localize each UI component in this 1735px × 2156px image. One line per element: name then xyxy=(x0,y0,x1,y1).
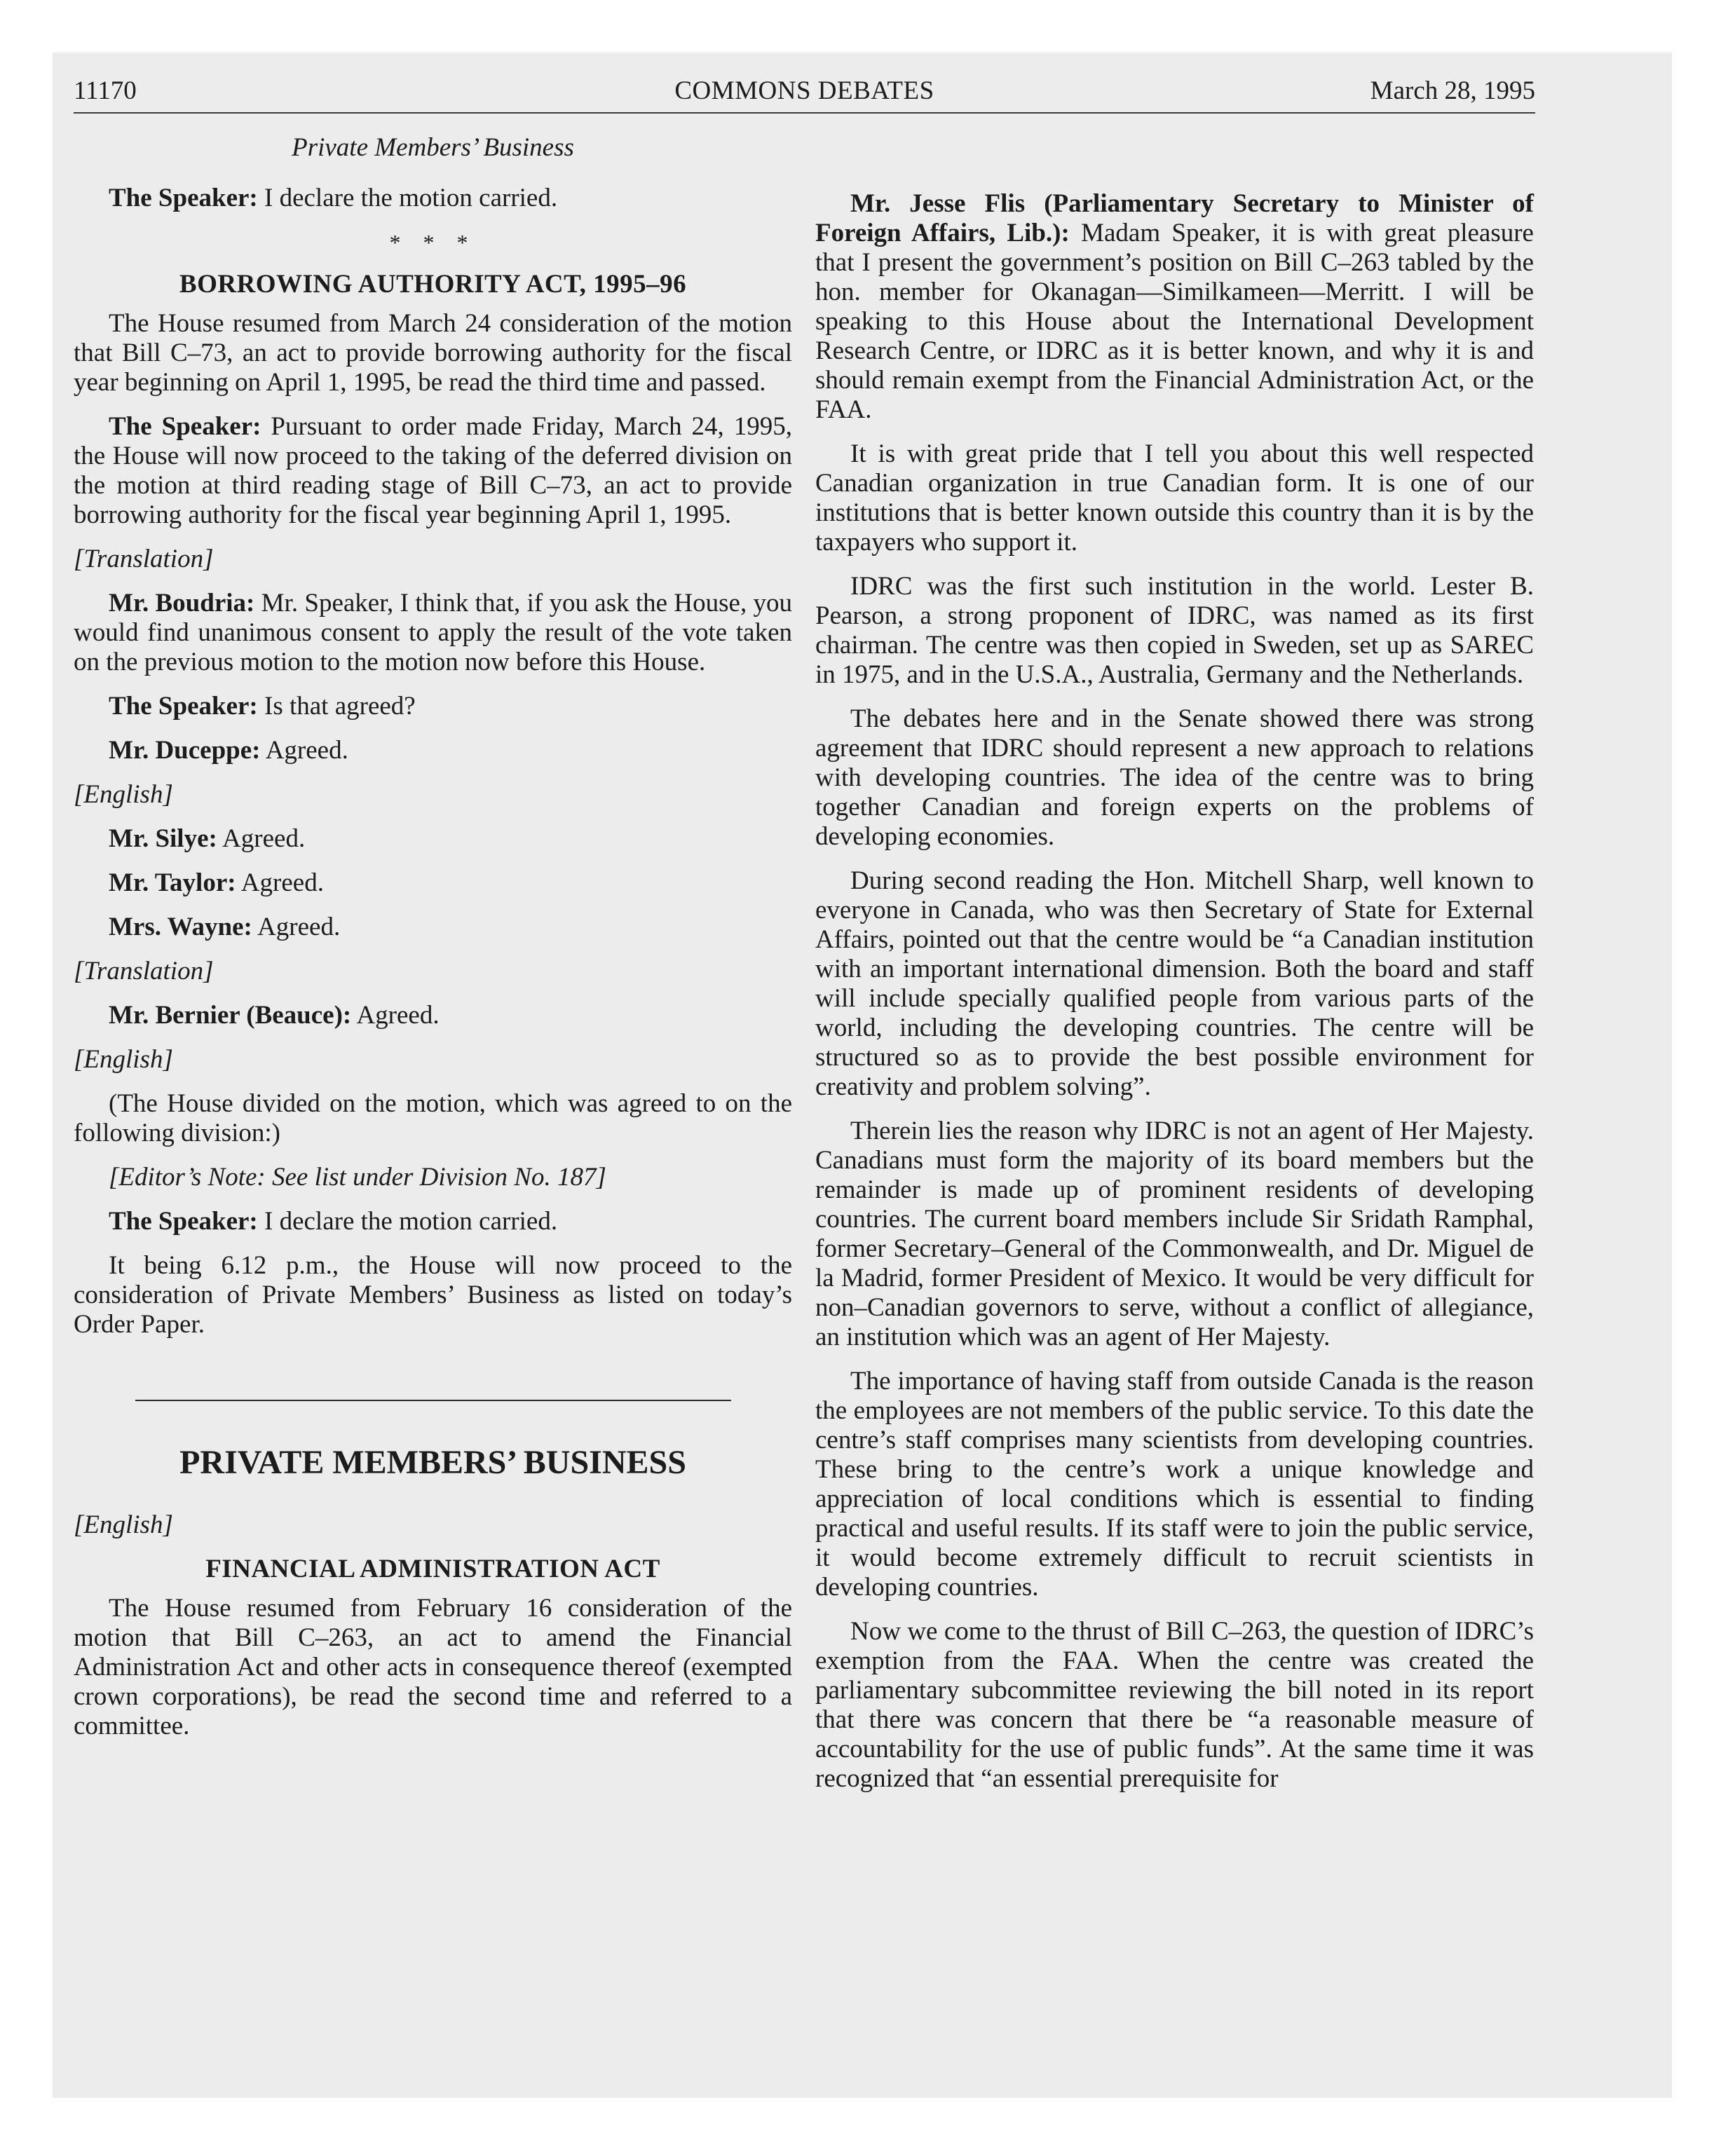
section-label: Private Members’ Business xyxy=(292,133,574,162)
speaker-name: Mr. Bernier (Beauce): xyxy=(109,1001,352,1030)
speaker-name: Mr. Taylor: xyxy=(109,868,236,897)
paragraph: (The House divided on the motion, which was agreed to on the following division:) xyxy=(74,1089,792,1147)
paragraph xyxy=(74,868,792,898)
paragraph xyxy=(74,692,792,721)
header-rule xyxy=(74,112,1535,114)
paragraph: The House resumed from February 16 consideration of the motion that Bill C–263, an act to amend the Financial Administration Act and other acts in consequence thereof (exempted crown corporations), be read the second time and referred to a committee. xyxy=(74,1594,792,1740)
speech-text: I declare the motion carried. xyxy=(257,1207,558,1236)
bill-heading: FINANCIAL ADMINISTRATION ACT xyxy=(205,1555,660,1583)
speaker-name: The Speaker: xyxy=(109,412,261,441)
editors-note: [Editor’s Note: See list under Division No. 187] xyxy=(109,1163,606,1192)
speech-text: Madam Speaker, it is with great pleasure that I present the government’s position on Bill C–263 tabled by the hon. member for Okanagan—Similkameen—Merritt. I will be speaking to this House about the International Development Research Centre, or IDRC as it is better known, and why it is and should remain exempt from the Financial Administration Act, or the FAA. xyxy=(815,219,1534,424)
section-title: PRIVATE MEMBERS’ BUSINESS xyxy=(179,1444,686,1481)
language-tag: [English] xyxy=(74,1045,173,1074)
left-column xyxy=(74,133,792,1756)
paragraph xyxy=(74,589,792,677)
speaker-name: Mrs. Wayne: xyxy=(109,913,252,941)
running-header xyxy=(74,70,1535,112)
speech-text: Agreed. xyxy=(351,1001,440,1030)
speaker-name: Mr. Silye: xyxy=(109,824,217,853)
paragraph: The importance of having staff from outside Canada is the reason the employees are not members of the public service. To this date the centre’s staff comprises many scientists from developing countries. These bring to the centre’s work a unique knowledge and appreciation of local conditions which is essential to finding practical and useful results. If its staff were to join the public service, it would become extremely difficult to recruit scientists in developing countries. xyxy=(815,1367,1534,1602)
paragraph: IDRC was the first such institution in the world. Lester B. Pearson, a strong proponent of IDRC, was named as its first chairman. The centre was then copied in Sweden, set up as SAREC in 1975, and in the U.S.A., Australia, Germany and the Netherlands. xyxy=(815,572,1534,689)
paragraph xyxy=(74,736,792,765)
paragraph xyxy=(74,184,792,213)
speech-text: Is that agreed? xyxy=(257,692,416,721)
header-date: March 28, 1995 xyxy=(1370,76,1535,105)
section-separator: * * * xyxy=(389,230,477,255)
language-tag: [Translation] xyxy=(74,545,214,573)
speech-text: Mr. Speaker, I think that, if you ask the House, you would find unanimous consent to apply the result of the vote taken on the previous motion to the motion now before this House. xyxy=(74,589,792,676)
speech-text: I declare the motion carried. xyxy=(257,184,558,212)
speech-text: Agreed. xyxy=(260,736,348,765)
right-column xyxy=(815,189,1534,1808)
paragraph xyxy=(74,913,792,942)
paragraph xyxy=(74,1207,792,1236)
language-tag: [English] xyxy=(74,780,173,809)
paragraph: During second reading the Hon. Mitchell Sharp, well known to everyone in Canada, who was then Secretary of State for External Affairs, pointed out that the centre would be “a Canadian institution with an important international dimension. Both the board and staff will include specially qualified people from various parts of the world, including the developing countries. The centre will be structured so as to provide the best possible environment for creativity and problem solving”. xyxy=(815,866,1534,1101)
paragraph xyxy=(815,189,1534,425)
paragraph xyxy=(74,824,792,854)
paragraph: Therein lies the reason why IDRC is not an agent of Her Majesty. Canadians must form the majority of its board members but the remainder is made up of prominent residents of developing countries. The current board members include Sir Sridath Ramphal, former Secretary–General of the Commonwealth, and Dr. Miguel de la Madrid, former President of Mexico. It would be very difficult for non–Canadian governors to serve, without a conflict of allegiance, an institution which was an agent of Her Majesty. xyxy=(815,1117,1534,1351)
section-divider xyxy=(135,1400,731,1401)
speech-text: Pursuant to order made Friday, March 24, 1995, the House will now proceed to the taking of the deferred division on the motion at third reading stage of Bill C–73, an act to provide borrowing authority for the fiscal year beginning April 1, 1995. xyxy=(74,412,793,529)
paragraph: Now we come to the thrust of Bill C–263, the question of IDRC’s exemption from the FAA. When the centre was created the parliamentary subcommittee reviewing the bill noted in its report that there was concern that there be “a reasonable measure of accountability for the use of public funds”. At the same time it was recognized that “an essential prerequisite for xyxy=(815,1617,1534,1793)
speech-text: Agreed. xyxy=(236,868,324,897)
paragraph: The debates here and in the Senate showed there was strong agreement that IDRC should represent a new approach to relations with developing countries. The idea of the centre was to bring together Canadian and foreign experts on the problems of developing economies. xyxy=(815,704,1534,851)
speech-text: Agreed. xyxy=(252,913,341,941)
language-tag: [English] xyxy=(74,1510,173,1539)
page-number: 11170 xyxy=(74,76,137,105)
speaker-name: Mr. Duceppe: xyxy=(109,736,261,765)
publication-title: COMMONS DEBATES xyxy=(674,76,934,105)
speaker-name: The Speaker: xyxy=(109,1207,258,1236)
speaker-name: Mr. Boudria: xyxy=(109,589,255,618)
speech-text: Agreed. xyxy=(217,824,306,853)
paragraph: The House resumed from March 24 consideration of the motion that Bill C–73, an act to provide borrowing authority for the fiscal year beginning on April 1, 1995, be read the third time and passed. xyxy=(74,309,792,397)
paragraph xyxy=(74,412,792,530)
language-tag: [Translation] xyxy=(74,957,214,985)
speaker-name: Mr. Jesse Flis (Parliamentary Secretary to Minister of Foreign Affairs, Lib.): xyxy=(815,189,1534,247)
bill-heading: BORROWING AUTHORITY ACT, 1995–96 xyxy=(179,270,687,299)
paragraph: It is with great pride that I tell you about this well respected Canadian organization in true Canadian form. It is one of our institutions that is better known outside this country than it is by the taxpayers who support it. xyxy=(815,439,1534,557)
paragraph xyxy=(74,1001,792,1030)
paragraph: It being 6.12 p.m., the House will now proceed to the consideration of Private Members’ Business as listed on today’s Order Paper. xyxy=(74,1251,792,1339)
speaker-name: The Speaker: xyxy=(109,692,258,721)
speaker-name: The Speaker: xyxy=(109,184,258,212)
